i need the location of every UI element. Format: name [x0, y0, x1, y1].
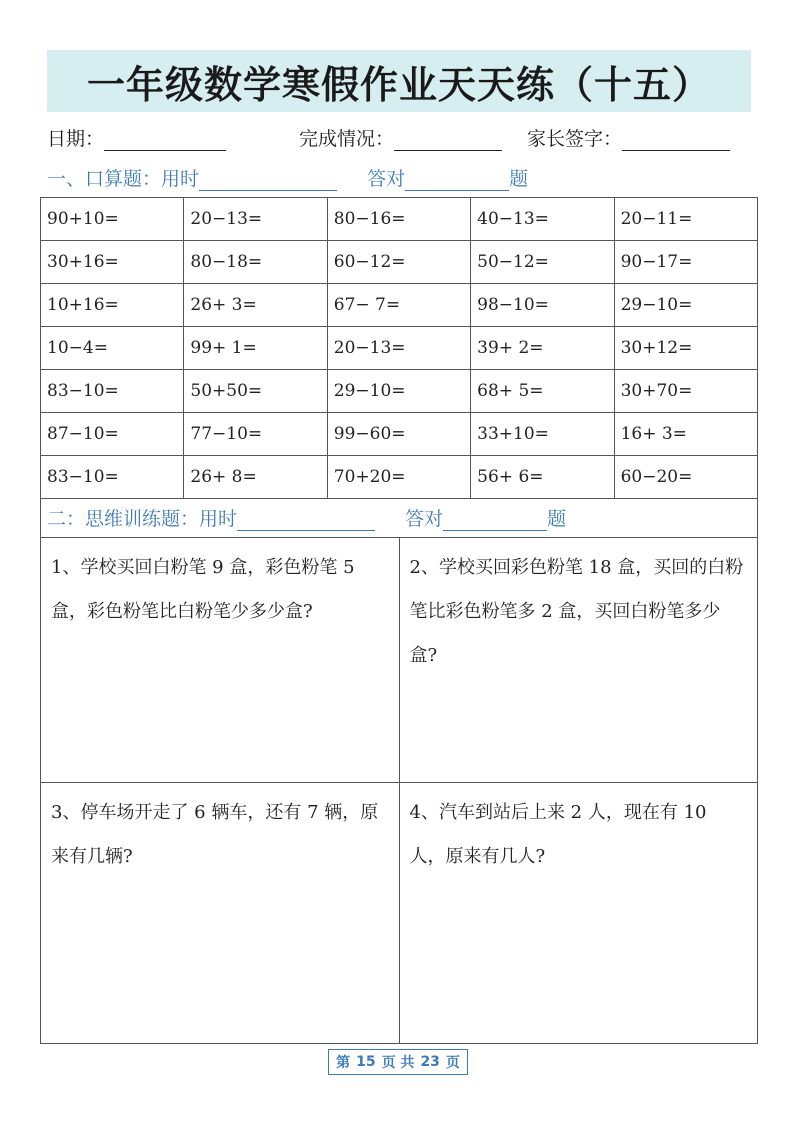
table-row: [41, 456, 758, 499]
arithmetic-cell: 83−10=: [41, 456, 184, 499]
status-blank[interactable]: [394, 130, 502, 151]
table-row: [41, 370, 758, 413]
table-row: [41, 198, 758, 241]
word-problem-1: 1、学校买回白粉笔 9 盒，彩色粉笔 5 盒，彩色粉笔比白粉笔少多少盒?: [41, 538, 400, 783]
arithmetic-cell: 87−10=: [41, 413, 184, 456]
page-indicator: [328, 1049, 468, 1075]
word-problem-2: 2、学校买回彩色粉笔 18 盒，买回的白粉笔比彩色粉笔多 2 盒，买回白粉笔多少盒?: [399, 538, 758, 783]
title-banner: [47, 50, 751, 112]
word-problem-4: 4、汽车到站后上来 2 人，现在有 10 人，原来有几人?: [399, 783, 758, 1044]
arithmetic-cell: 33+10=: [471, 413, 614, 456]
arithmetic-cell: 80−18=: [184, 241, 327, 284]
page-title: 一年级数学寒假作业天天练（十五）: [86, 62, 711, 107]
date-blank[interactable]: [104, 130, 226, 151]
arithmetic-cell: 80−16=: [327, 198, 470, 241]
arithmetic-cell: 29−10=: [614, 284, 757, 327]
signature-blank[interactable]: [622, 130, 730, 151]
section1-time-blank[interactable]: [199, 170, 337, 191]
arithmetic-cell: 50−12=: [471, 241, 614, 284]
arithmetic-cell: 68+ 5=: [471, 370, 614, 413]
current-page: 15: [356, 1054, 376, 1070]
arithmetic-cell: 99−60=: [327, 413, 470, 456]
section1-unit: 题: [509, 168, 529, 190]
arithmetic-cell: 83−10=: [41, 370, 184, 413]
arithmetic-table: [40, 197, 758, 499]
arithmetic-cell: 99+ 1=: [184, 327, 327, 370]
arithmetic-cell: 50+50=: [184, 370, 327, 413]
arithmetic-cell: 30+12=: [614, 327, 757, 370]
table-row: [41, 241, 758, 284]
date-field: [47, 124, 226, 151]
page-prefix: 第: [336, 1055, 351, 1071]
arithmetic-cell: 56+ 6=: [471, 456, 614, 499]
arithmetic-cell: 90−17=: [614, 241, 757, 284]
word-problem-3: 3、停车场开走了 6 辆车，还有 7 辆，原来有几辆?: [41, 783, 400, 1044]
arithmetic-cell: 29−10=: [327, 370, 470, 413]
info-row: [47, 122, 751, 152]
arithmetic-cell: 60−12=: [327, 241, 470, 284]
arithmetic-cell: 60−20=: [614, 456, 757, 499]
arithmetic-cell: 30+16=: [41, 241, 184, 284]
arithmetic-cell: 20−11=: [614, 198, 757, 241]
total-pages: 23: [420, 1054, 440, 1070]
arithmetic-cell: 40−13=: [471, 198, 614, 241]
arithmetic-cell: 16+ 3=: [614, 413, 757, 456]
signature-field: [527, 124, 730, 151]
table-row: [41, 538, 758, 783]
section2-time-label: 二：思维训练题：用时: [47, 508, 238, 530]
table-row: [41, 327, 758, 370]
status-label: 完成情况：: [299, 128, 395, 150]
arithmetic-cell: 70+20=: [327, 456, 470, 499]
arithmetic-cell: 30+70=: [614, 370, 757, 413]
page-middle: 页 共: [381, 1055, 415, 1071]
section1-correct-blank[interactable]: [405, 170, 509, 191]
page-suffix: 页: [445, 1055, 460, 1071]
section1-time-label: 一、口算题：用时: [47, 168, 200, 190]
table-row: [41, 783, 758, 1044]
arithmetic-cell: 26+ 8=: [184, 456, 327, 499]
arithmetic-cell: 98−10=: [471, 284, 614, 327]
table-row: [41, 413, 758, 456]
signature-label: 家长签字：: [527, 128, 623, 150]
word-problems-table: [40, 537, 758, 1044]
arithmetic-cell: 10+16=: [41, 284, 184, 327]
arithmetic-cell: 20−13=: [184, 198, 327, 241]
status-field: [299, 124, 502, 151]
section2-correct-blank[interactable]: [443, 510, 547, 531]
section2-heading: [47, 504, 566, 531]
arithmetic-cell: 67− 7=: [327, 284, 470, 327]
section1-correct-label: 答对: [367, 168, 406, 190]
arithmetic-cell: 39+ 2=: [471, 327, 614, 370]
arithmetic-cell: 10−4=: [41, 327, 184, 370]
table-row: [41, 284, 758, 327]
arithmetic-cell: 20−13=: [327, 327, 470, 370]
section1-heading: [47, 164, 528, 191]
arithmetic-cell: 26+ 3=: [184, 284, 327, 327]
date-label: 日期：: [47, 128, 105, 150]
arithmetic-cell: 77−10=: [184, 413, 327, 456]
arithmetic-cell: 90+10=: [41, 198, 184, 241]
section2-time-blank[interactable]: [237, 510, 375, 531]
section2-correct-label: 答对: [405, 508, 444, 530]
section2-unit: 题: [547, 508, 567, 530]
